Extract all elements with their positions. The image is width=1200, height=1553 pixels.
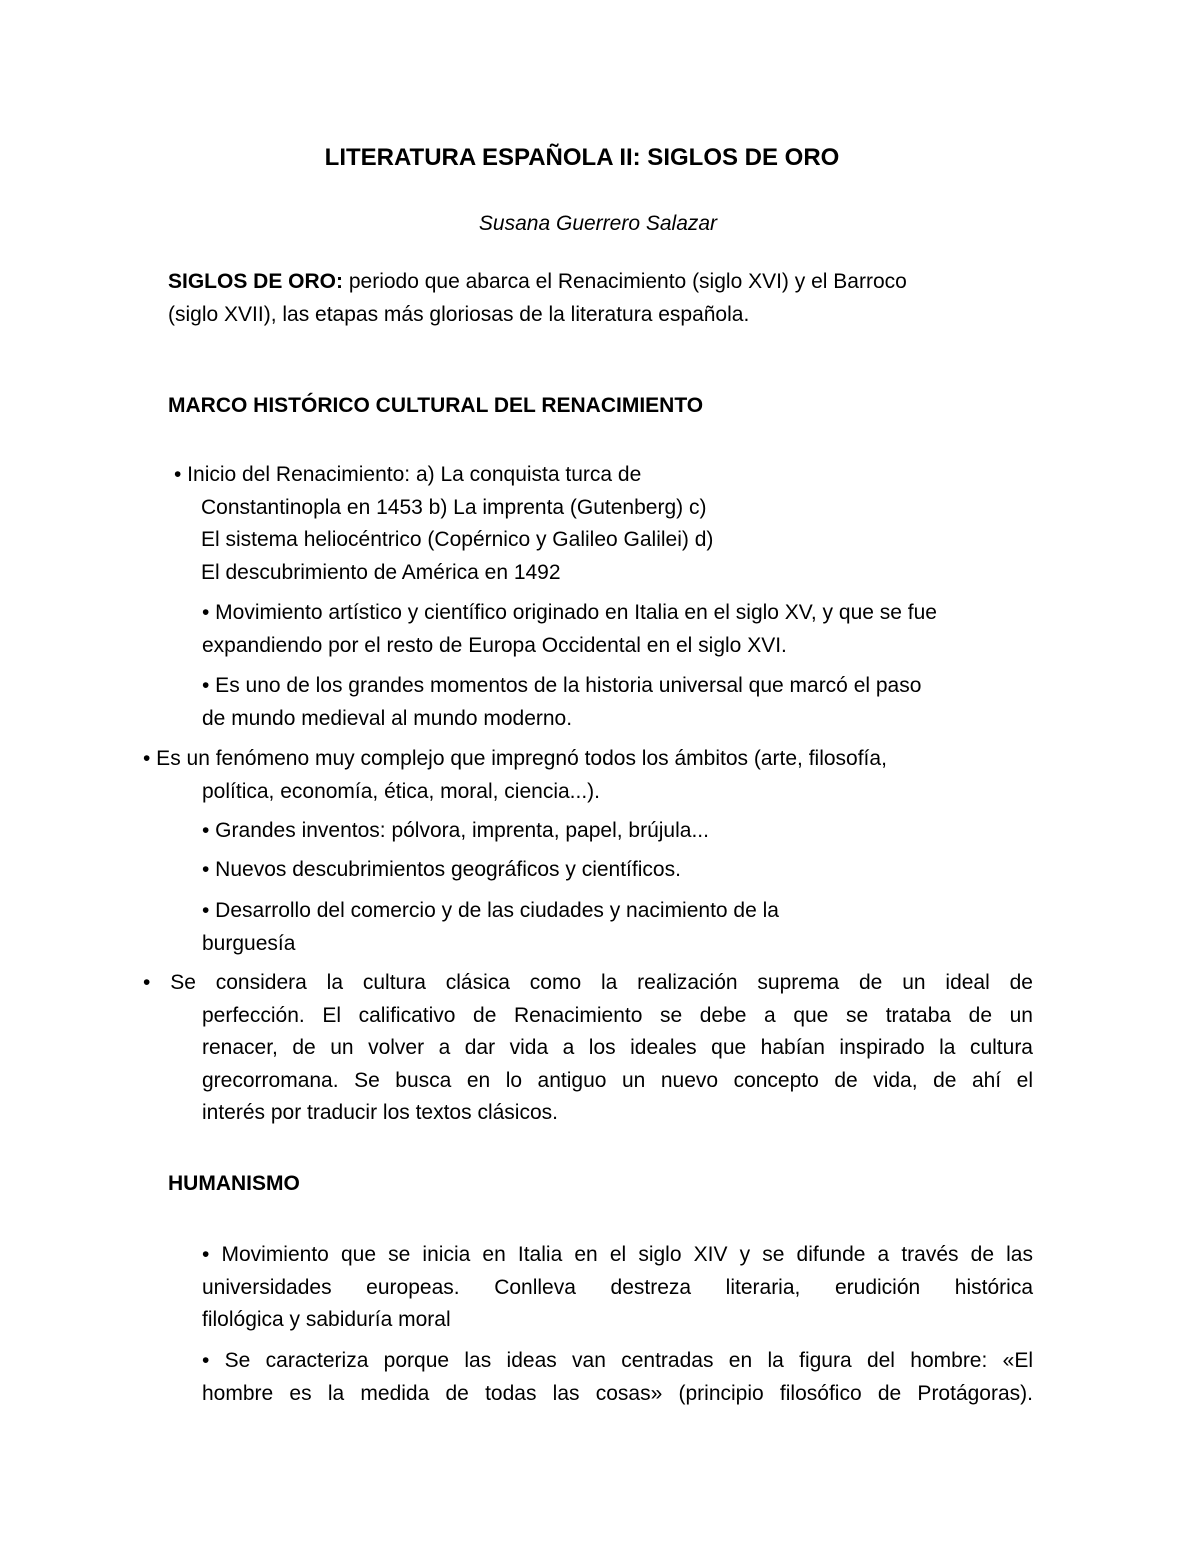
intro-line-2: (siglo XVII), las etapas más gloriosas de la literatura española. [168,302,750,326]
list-item-line: • Grandes inventos: pólvora, imprenta, papel, brújula... [202,819,709,842]
section-heading-humanismo: HUMANISMO [168,1172,300,1195]
list-item [143,743,1043,808]
list-item [202,895,1082,960]
list-item-line: • Se caracteriza porque las ideas van centradas en la figura del hombre: «El [202,1349,1033,1372]
list-item-line: El sistema heliocéntrico (Copérnico y Galileo Galilei) d) [201,528,714,551]
intro-text-1: periodo que abarca el Renacimiento (siglo XVI) y el Barroco [343,270,907,293]
list-item-line: universidades europeas. Conlleva destreza literaria, erudición histórica [202,1275,1033,1299]
list-item-line: interés por traducir los textos clásicos. [202,1101,558,1124]
list-item-line: expandiendo por el resto de Europa Occidental en el siglo XVI. [202,633,787,657]
list-item-line: • Es un fenómeno muy complejo que impregnó todos los ámbitos (arte, filosofía, [143,747,887,770]
list-item-line: de mundo medieval al mundo moderno. [202,706,573,730]
list-item-line: Constantinopla en 1453 b) La imprenta (Gutenberg) c) [201,495,707,519]
list-item-line: • Desarrollo del comercio y de las ciudades y nacimiento de la [202,899,779,922]
list-item-line: • Nuevos descubrimientos geográficos y científicos. [202,858,681,881]
intro-paragraph [168,266,1068,331]
list-item-line: burguesía [202,931,296,955]
list-item [174,459,1054,589]
list-item [202,597,1082,662]
document-author: Susana Guerrero Salazar [478,212,718,235]
list-item-line: • Inicio del Renacimiento: a) La conquista turca de [174,463,642,486]
list-item-line: renacer, de un volver a dar vida a los ideales que habían inspirado la cultura [202,1036,1033,1059]
list-item-line: • Se considera la cultura clásica como la realización suprema de un ideal de [143,971,1033,994]
list-item [202,815,1082,848]
list-item-line: grecorromana. Se busca en lo antiguo un nuevo concepto de vida, de ahí el [202,1068,1033,1092]
list-item-line: filológica y sabiduría moral [202,1308,451,1331]
list-item-line: • Es uno de los grandes momentos de la historia universal que marcó el paso [202,674,922,697]
list-item-line: política, economía, ética, moral, ciencia...). [202,779,601,803]
intro-line-1 [168,266,1068,299]
list-item-line: hombre es la medida de todas las cosas» (principio filosófico de Protágoras). [202,1381,1033,1405]
list-item-line: perfección. El calificativo de Renacimiento se debe a que se trataba de un [202,1003,1033,1027]
section-heading-renacimiento: MARCO HISTÓRICO CULTURAL DEL RENACIMIENTO [168,394,704,417]
list-item [202,854,1082,887]
list-item [202,1239,1033,1337]
list-item [202,670,1082,735]
intro-label: SIGLOS DE ORO: [168,270,344,293]
list-item [143,967,1033,1130]
document-title: LITERATURA ESPAÑOLA II: SIGLOS DE ORO [324,144,840,171]
list-item-line: El descubrimiento de América en 1492 [201,560,561,584]
list-item [202,1345,1033,1410]
list-item-line: • Movimiento que se inicia en Italia en el siglo XIV y se difunde a través de las [202,1243,1033,1266]
list-item-line: • Movimiento artístico y científico originado en Italia en el siglo XV, y que se fue [202,601,937,624]
